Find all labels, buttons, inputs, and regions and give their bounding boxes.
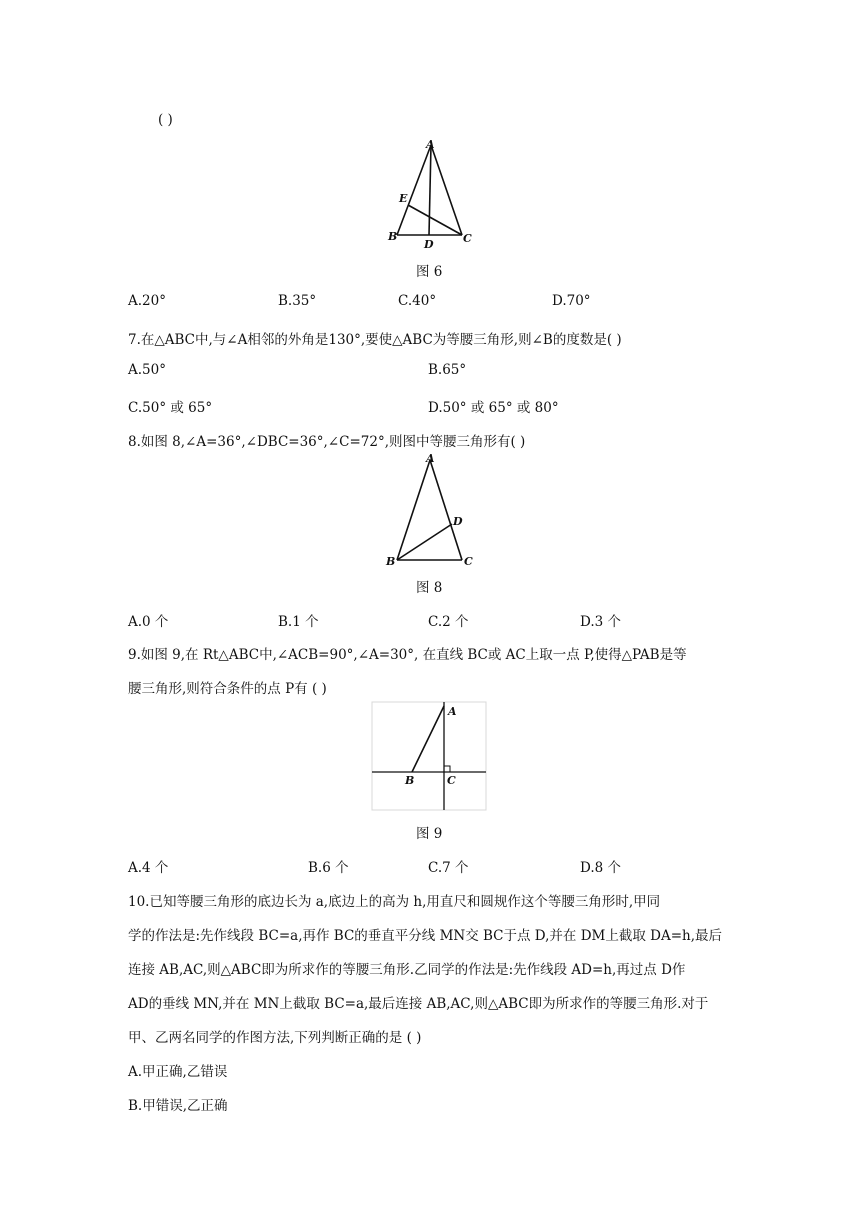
label-d: D [453, 515, 463, 528]
q10-stem-line-4: AD的垂线 MN,并在 MN上截取 BC=a,最后连接 AB,AC,则△ABC即为所求作的等腰三角形.对于 [128, 996, 709, 1012]
q6-option-a: A.20° [128, 293, 166, 309]
q8-option-b: B.1 个 [278, 614, 319, 630]
q9-option-b: B.6 个 [308, 860, 349, 876]
q9-option-a: A.4 个 [128, 860, 169, 876]
q7-option-d: D.50° 或 65° 或 80° [428, 400, 559, 416]
segment-ac [431, 145, 462, 235]
label-a: A [426, 452, 435, 465]
figure-6-caption: 图 6 [416, 264, 443, 280]
q9-option-d: D.8 个 [580, 860, 622, 876]
label-c: C [463, 232, 472, 245]
segment-bd [397, 524, 452, 560]
q8-option-a: A.0 个 [128, 614, 169, 630]
figure-8-caption: 图 8 [416, 580, 443, 596]
label-a: A [448, 705, 457, 718]
q6-option-c: C.40° [398, 293, 437, 309]
segment-ab [397, 460, 430, 560]
label-d: D [424, 238, 434, 251]
q10-stem-line-2: 学的作法是:先作线段 BC=a,再作 BC的垂直平分线 MN交 BC于点 D,并在 DM上截取 DA=h,最后 [128, 928, 723, 944]
label-e: E [399, 192, 408, 205]
answer-bracket: ( ) [158, 112, 173, 128]
q8-option-c: C.2 个 [428, 614, 469, 630]
q7-option-b: B.65° [428, 362, 467, 378]
segment-ac [430, 460, 462, 560]
figure-8-triangle [380, 450, 480, 570]
figure-border [372, 702, 486, 810]
label-b: B [388, 230, 398, 243]
q8-option-d: D.3 个 [580, 614, 622, 630]
q6-option-d: D.70° [552, 293, 591, 309]
q9-stem-line-2: 腰三角形,则符合条件的点 P有 ( ) [128, 681, 327, 697]
figure-6-triangle [380, 136, 480, 254]
q10-option-a: A.甲正确,乙错误 [128, 1064, 228, 1080]
q10-stem-line-3: 连接 AB,AC,则△ABC即为所求作的等腰三角形.乙同学的作法是:先作线段 AD=h,再过点 D作 [128, 962, 686, 978]
label-c: C [464, 555, 473, 568]
q8-stem: 8.如图 8,∠A=36°,∠DBC=36°,∠C=72°,则图中等腰三角形有( ) [128, 434, 526, 450]
label-c: C [447, 774, 456, 787]
q7-option-a: A.50° [128, 362, 166, 378]
figure-9-diagram [370, 700, 488, 812]
q10-stem-line-5: 甲、乙两名同学的作图方法,下列判断正确的是 ( ) [128, 1030, 422, 1046]
label-b: B [386, 555, 396, 568]
right-angle-mark [444, 766, 450, 772]
segment-ad [429, 145, 431, 235]
label-a: A [426, 138, 435, 151]
q7-stem: 7.在△ABC中,与∠A相邻的外角是130°,要使△ABC为等腰三角形,则∠B的度数是( ) [128, 332, 622, 348]
q10-stem-line-1: 10.已知等腰三角形的底边长为 a,底边上的高为 h,用直尺和圆规作这个等腰三角形时,甲同 [128, 894, 661, 910]
q9-stem-line-1: 9.如图 9,在 Rt△ABC中,∠ACB=90°,∠A=30°, 在直线 BC或 AC上取一点 P,使得△PAB是等 [128, 647, 687, 663]
segment-ab [397, 145, 431, 235]
segment-ab [412, 706, 444, 772]
q10-option-b: B.甲错误,乙正确 [128, 1098, 228, 1114]
figure-9-caption: 图 9 [416, 826, 443, 842]
label-b: B [405, 774, 415, 787]
q9-option-c: C.7 个 [428, 860, 469, 876]
q6-option-b: B.35° [278, 293, 317, 309]
q7-option-c: C.50° 或 65° [128, 400, 213, 416]
